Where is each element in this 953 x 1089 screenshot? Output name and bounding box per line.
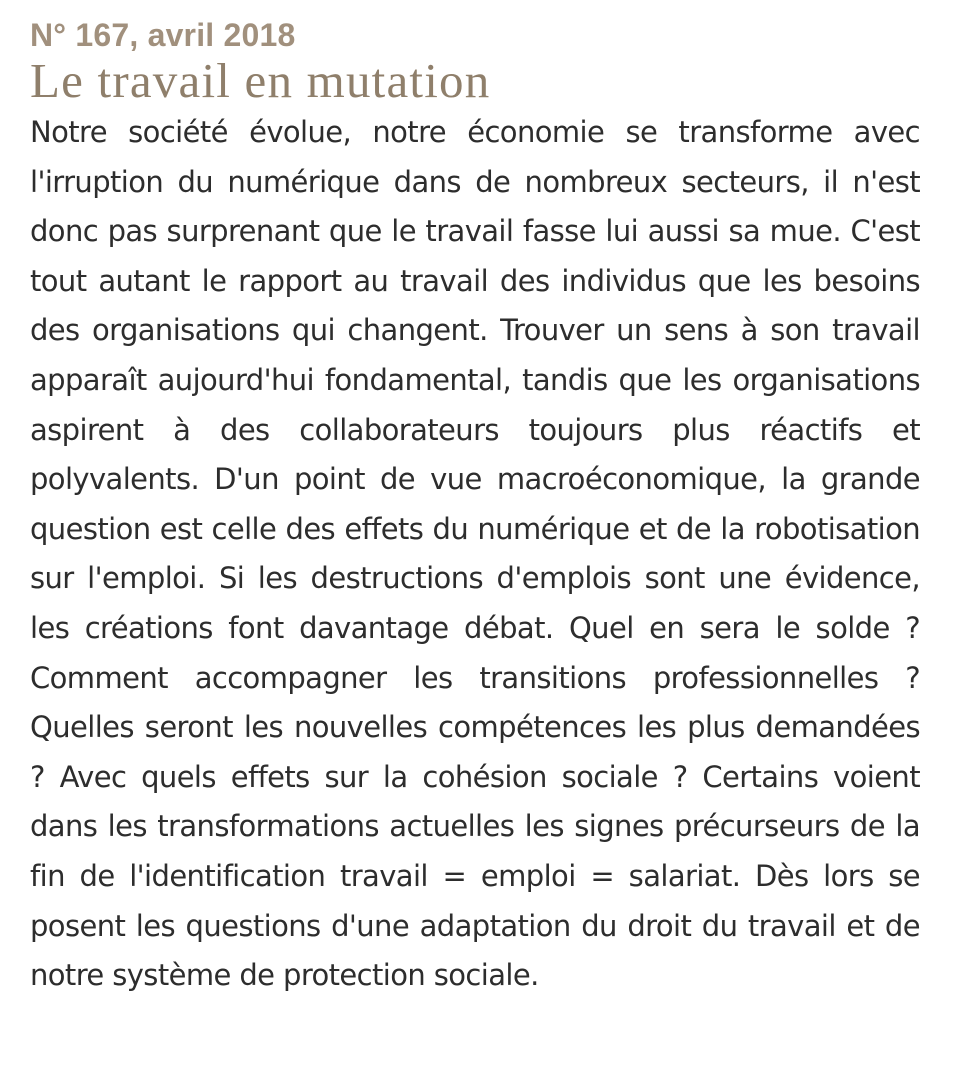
issue-label: N° 167, avril 2018 [30, 17, 296, 53]
article-body: Notre société évolue, notre économie se transforme avec l'irruption du numérique dans de nombreux secteurs, il n'est donc pas surprenant que le travail fasse lui aussi sa mue. C'est tout autant le rapport au travail des individus que les besoins des organisations qui changent. Trouver un sens à son travail apparaît aujourd'hui fondamental, tandis que les organisations aspirent à des collaborateurs toujours plus réactifs et polyvalents. D'un point de vue macroéconomique, la grande question est celle des effets du numérique et de la robotisation sur l'emploi. Si les destructions d'emplois sont une évidence, les créations font davantage débat. Quel en sera le solde ? Comment accompagner les transitions professionnelles ? Quelles seront les nouvelles compétences les plus demandées ? Avec quels effets sur la cohésion sociale ? Certains voient dans les transformations actuelles les signes précurseurs de la fin de l'identification travail = emploi = salariat. Dès lors se posent les questions d'une adaptation du droit du travail et de notre système de protection sociale. [30, 115, 920, 993]
article-title: Le travail en mutation [30, 53, 491, 108]
article-page [30, 16, 920, 1001]
